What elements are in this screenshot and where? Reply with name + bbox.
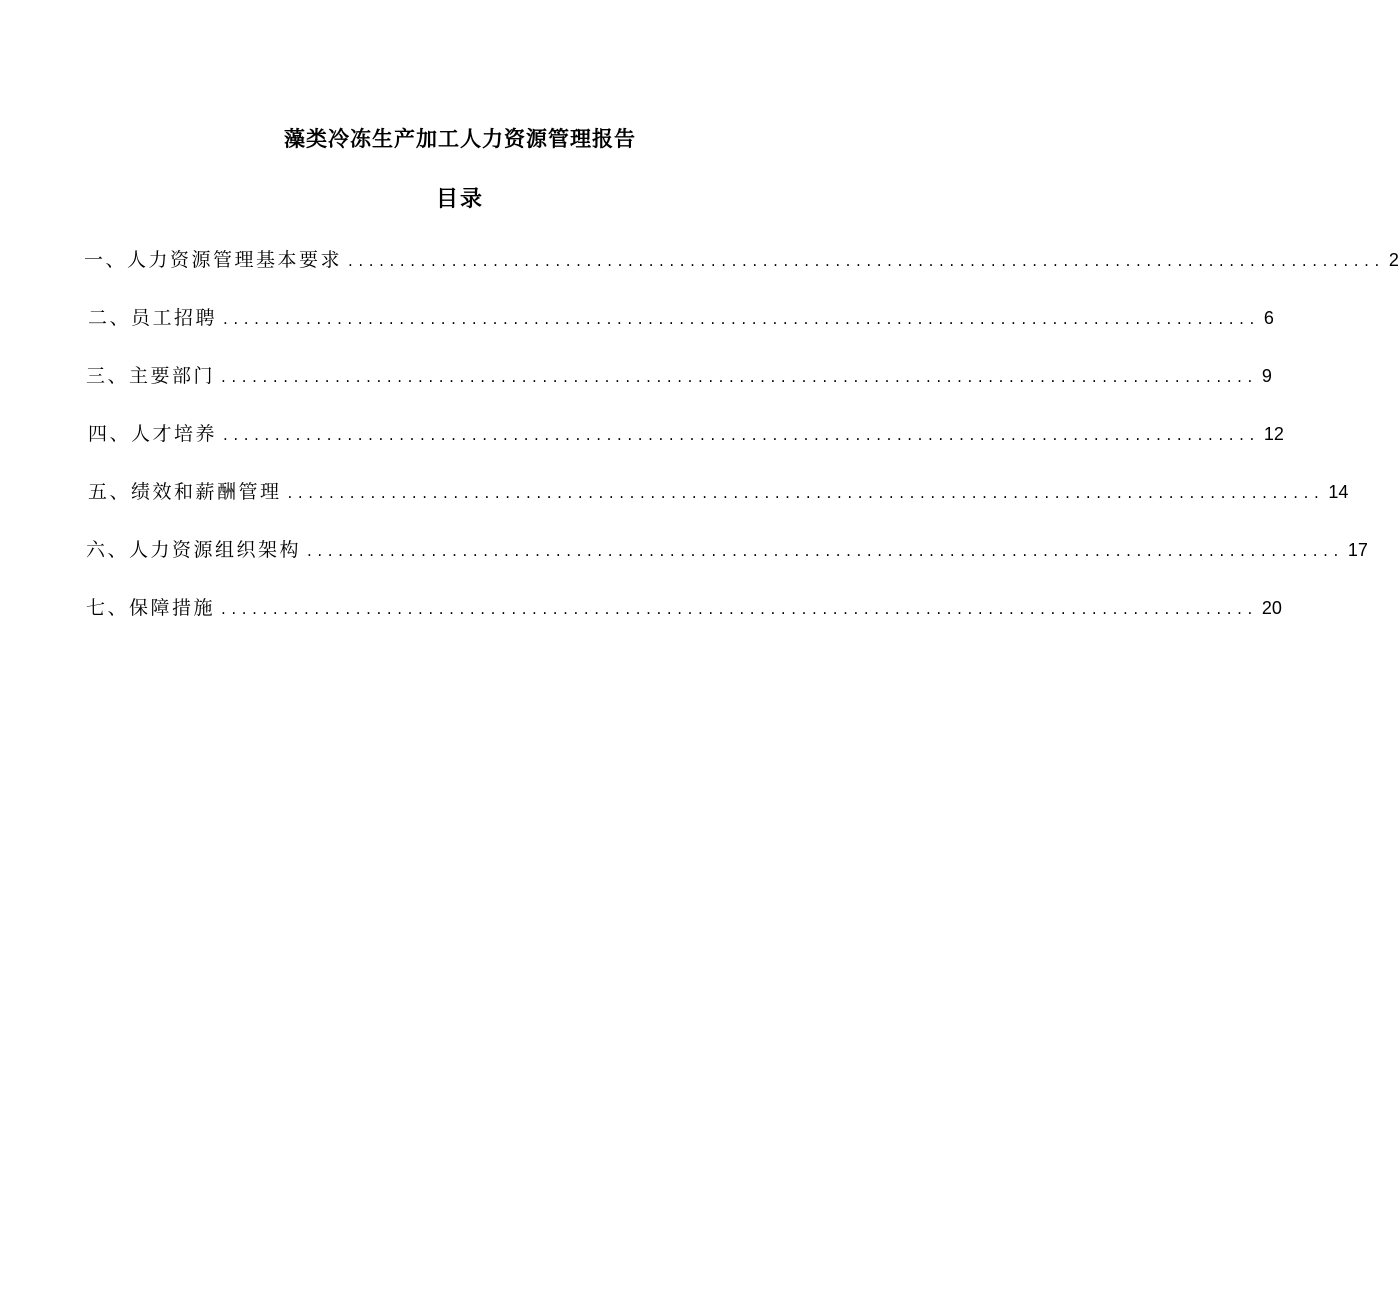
toc-entry-label: 三、主要部门	[86, 365, 216, 387]
toc-dot-leader: ....................................................................................................	[221, 368, 1258, 386]
toc-dot-leader: ....................................................................................................	[287, 484, 1325, 502]
document-title: 藻类冷冻生产加工人力资源管理报告	[284, 127, 636, 151]
toc-page-number: 12	[1263, 424, 1284, 444]
toc-dot-leader: ....................................................................................................	[223, 310, 1260, 328]
toc-entry[interactable]	[88, 302, 1274, 334]
toc-entry-label: 七、保障措施	[86, 597, 216, 619]
toc-page-number: 6	[1263, 308, 1274, 328]
toc-page-number: 9	[1261, 366, 1272, 386]
toc-page-number: 20	[1261, 598, 1282, 618]
toc-entry-label: 二、员工招聘	[88, 307, 218, 329]
toc-heading: 目录	[435, 187, 484, 212]
toc-entry-label: 六、人力资源组织架构	[86, 539, 302, 561]
toc-entry-label: 五、绩效和薪酬管理	[88, 481, 282, 503]
toc-entry[interactable]	[86, 592, 1282, 624]
toc-entry[interactable]	[88, 418, 1284, 450]
toc-dot-leader: ....................................................................................................	[348, 252, 1385, 270]
toc-dot-leader: ....................................................................................................	[307, 542, 1344, 560]
toc-entry[interactable]	[86, 360, 1272, 392]
toc-dot-leader: ....................................................................................................	[223, 426, 1260, 444]
toc-page-number: 14	[1328, 482, 1349, 502]
toc-entry[interactable]	[86, 534, 1368, 566]
toc-page-number: 2	[1388, 250, 1399, 270]
toc-dot-leader: ....................................................................................................	[221, 600, 1258, 618]
toc-page-number: 17	[1347, 540, 1368, 560]
toc-entry-label: 一、人力资源管理基本要求	[84, 249, 343, 271]
toc-entry-label: 四、人才培养	[88, 423, 218, 445]
toc-entry[interactable]	[84, 244, 1399, 276]
toc-entry[interactable]	[88, 476, 1349, 508]
